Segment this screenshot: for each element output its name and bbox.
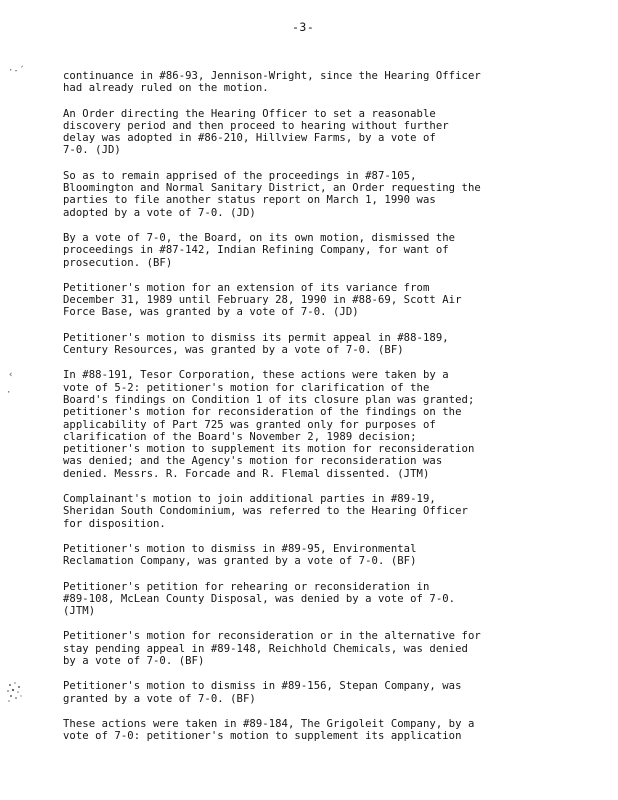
paragraph-87-142: By a vote of 7-0, the Board, on its own motion, dismissed the proceedings in #87-142, Indian Refining Company, for want of prosecution. (BF): [63, 231, 456, 269]
paragraph-89-184: These actions were taken in #89-184, The Grigoleit Company, by a vote of 7-0: petitioner's motion to supplement its application: [63, 717, 475, 743]
scan-speck: ‹: [8, 370, 14, 380]
paragraph-89-156: Petitioner's motion to dismiss in #89-156, Stepan Company, was granted by a vote of 7-0. (BF): [63, 680, 462, 705]
scan-speck: ·: [6, 388, 12, 398]
paragraph-87-105: So as to remain apprised of the proceedings in #87-105, Bloomington and Normal Sanitary District, an Order requesting the parties to file another status report on March 1, 1990 was adopted by a vote of 7-0. (JD): [63, 169, 481, 219]
paragraph-continuance-86-93: continuance in #86-93, Jennison-Wright, since the Hearing Officer had already ruled on the motion.: [63, 70, 481, 95]
paragraph-88-69: Petitioner's motion for an extension of its variance from December 31, 1989 until February 28, 1990 in #88-69, Scott Air Force Base, was granted by a vote of 7-0. (JD): [63, 281, 462, 319]
document-body: [63, 70, 583, 755]
paragraph-89-19: Complainant's motion to join additional parties in #89-19, Sheridan South Condominium, was referred to the Hearing Officer for disposition.: [63, 493, 468, 530]
scan-speck: ·‐´: [8, 66, 25, 76]
paragraph-89-95: Petitioner's motion to dismiss in #89-95, Environmental Reclamation Company, was granted by a vote of 7-0. (BF): [63, 542, 417, 568]
scan-smudge: [4, 680, 26, 704]
paragraph-88-189: Petitioner's motion to dismiss its permit appeal in #88-189, Century Resources, was granted by a vote of 7-0. (BF): [63, 331, 449, 357]
paragraph-86-210: An Order directing the Hearing Officer to set a reasonable discovery period and then proceed to hearing without further delay was adopted in #86-210, Hillview Farms, by a vote of 7-0. (JD): [63, 107, 449, 157]
paragraph-89-108: Petitioner's petition for rehearing or reconsideration in #89-108, McLean County Disposal, was denied by a vote of 7-0. (JTM): [63, 580, 456, 618]
page-number: -3-: [292, 20, 315, 34]
paragraph-88-191: In #88-191, Tesor Corporation, these actions were taken by a vote of 5-2: petitioner's motion for clarification of the Board's findings on Condition 1 of its closure plan was granted; petitioner's motion for reconsideration of the findings on the applicability of Part 725 was granted only for purposes of clarification of the Board's November 2, 1989 decision; petitioner's motion to supplement its motion for reconsideration was denied; and the Agency's motion for reconsideration was denied. Messrs. R. Forcade and R. Flemal dissented. (JTM): [63, 369, 475, 480]
paragraph-89-148: Petitioner's motion for reconsideration or in the alternative for stay pending appeal in #89-148, Reichhold Chemicals, was denied by a vote of 7-0. (BF): [63, 630, 481, 667]
